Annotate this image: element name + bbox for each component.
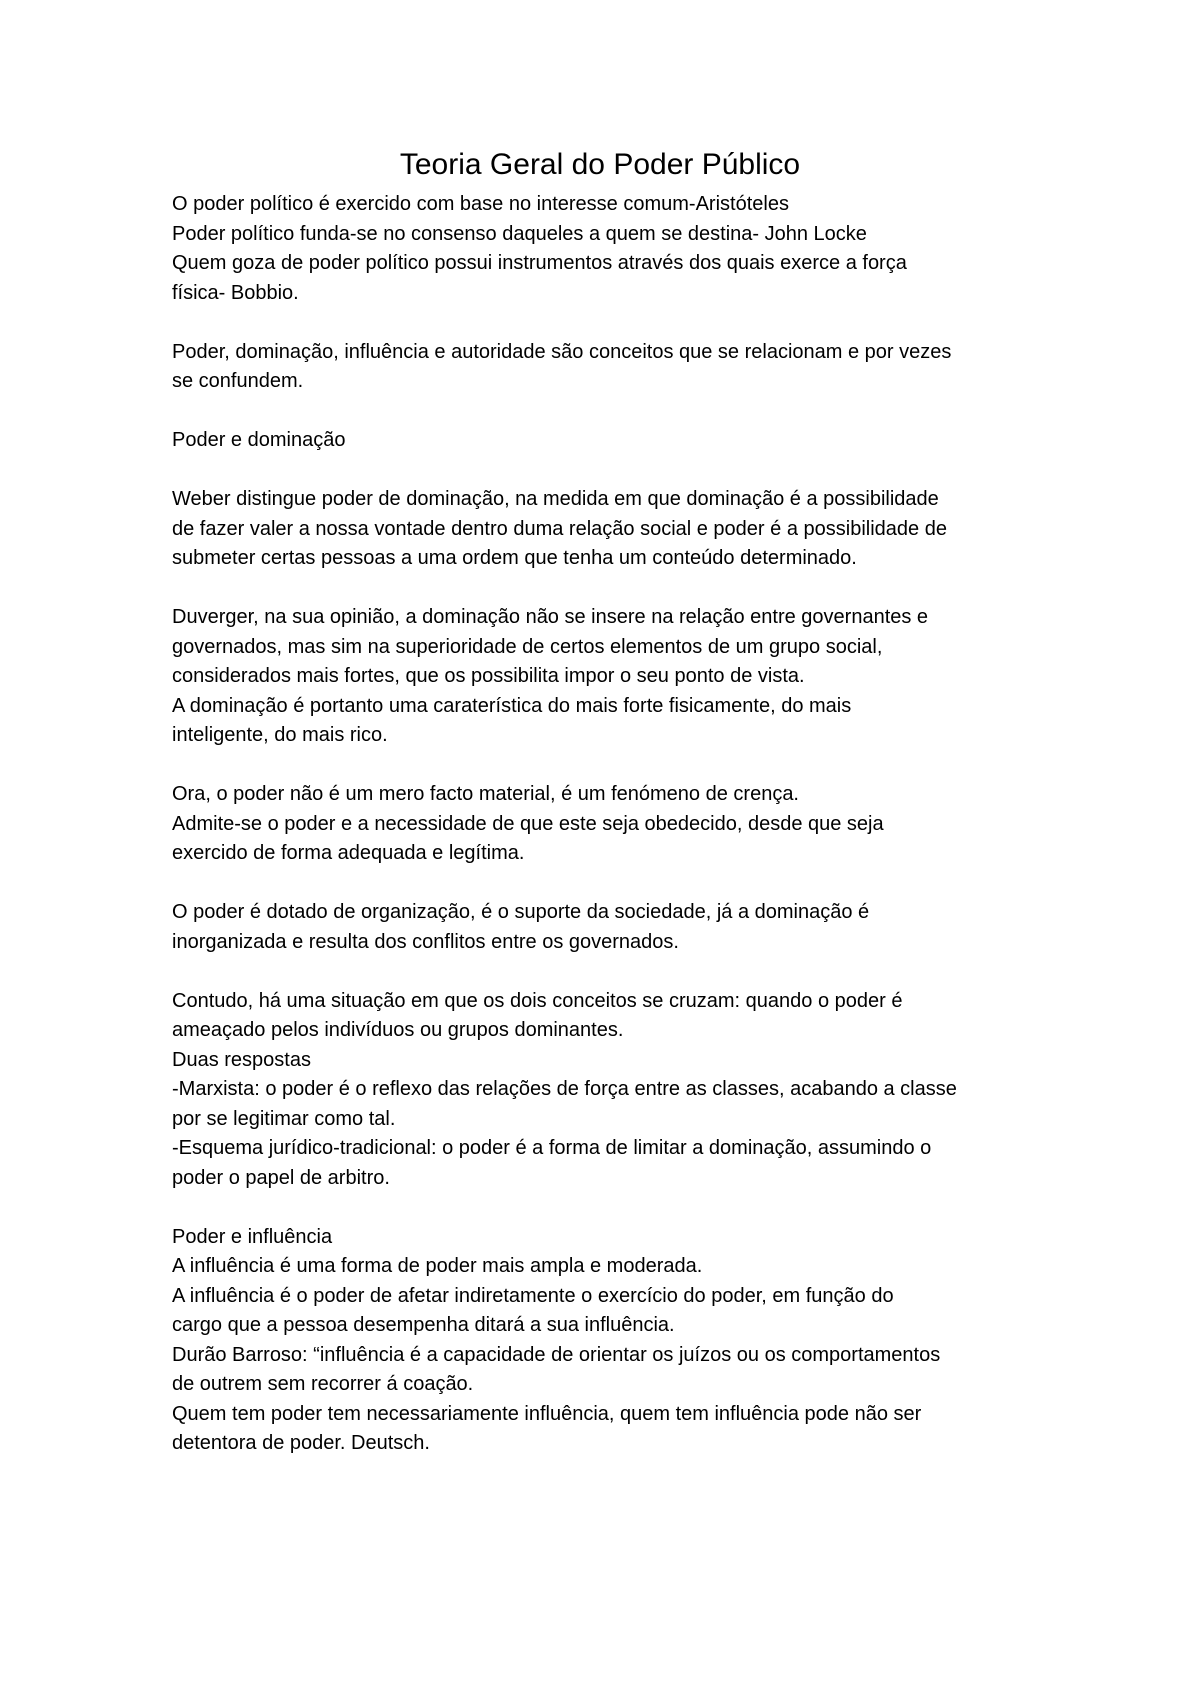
text-line: -Marxista: o poder é o reflexo das relações de força entre as classes, acabando a classe xyxy=(172,1078,957,1100)
text-line: Weber distingue poder de dominação, na medida em que dominação é a possibilidade xyxy=(172,488,939,510)
text-line: considerados mais fortes, que os possibilita impor o seu ponto de vista. xyxy=(172,665,805,687)
blank-line xyxy=(172,574,1072,604)
text-line: de fazer valer a nossa vontade dentro duma relação social e poder é a possibilidade de xyxy=(172,517,947,540)
blank-line xyxy=(172,751,1072,781)
text-line: exercido de forma adequada e legítima. xyxy=(172,842,525,864)
blank-line xyxy=(172,869,1072,899)
text-line: O poder é dotado de organização, é o suporte da sociedade, já a dominação é xyxy=(172,901,870,923)
text-line: física- Bobbio. xyxy=(172,281,299,304)
text-line: A influência é o poder de afetar indiretamente o exercício do poder, em função do xyxy=(172,1284,894,1307)
text-line: -Esquema jurídico-tradicional: o poder é a forma de limitar a dominação, assumindo o xyxy=(172,1137,932,1159)
blank-line xyxy=(172,1193,1072,1223)
blank-line xyxy=(172,957,1072,987)
text-line: A dominação é portanto uma caraterística do mais forte fisicamente, do mais xyxy=(172,694,852,717)
text-line: inteligente, do mais rico. xyxy=(172,724,388,746)
text-line: submeter certas pessoas a uma ordem que tenha um conteúdo determinado. xyxy=(172,547,857,569)
text-line: Ora, o poder não é um mero facto material, é um fenómeno de crença. xyxy=(172,783,799,805)
text-line: Duverger, na sua opinião, a dominação não se insere na relação entre governantes e xyxy=(172,606,929,628)
text-line: A influência é uma forma de poder mais ampla e moderada. xyxy=(172,1255,703,1277)
text-line: Poder e dominação xyxy=(172,429,346,451)
text-line: poder o papel de arbitro. xyxy=(172,1166,390,1189)
text-line: Poder político funda-se no consenso daqueles a quem se destina- John Locke xyxy=(172,222,867,245)
text-line: O poder político é exercido com base no interesse comum-Aristóteles xyxy=(172,193,789,215)
document-title: Teoria Geral do Poder Público xyxy=(399,148,801,181)
text-line: inorganizada e resulta dos conflitos entre os governados. xyxy=(172,930,679,953)
text-line: por se legitimar como tal. xyxy=(172,1107,396,1130)
document-body xyxy=(172,190,1072,1459)
text-line: Admite-se o poder e a necessidade de que este seja obedecido, desde que seja xyxy=(172,812,884,835)
text-line: de outrem sem recorrer á coação. xyxy=(172,1373,474,1395)
text-line: Quem goza de poder político possui instrumentos através dos quais exerce a força xyxy=(172,252,907,274)
text-line: Poder, dominação, influência e autoridade são conceitos que se relacionam e por vezes xyxy=(172,340,952,363)
text-line: Quem tem poder tem necessariamente influência, quem tem influência pode não ser xyxy=(172,1402,922,1425)
text-line: ameaçado pelos indivíduos ou grupos dominantes. xyxy=(172,1019,624,1041)
text-line: detentora de poder. Deutsch. xyxy=(172,1432,430,1454)
text-line: Durão Barroso: “influência é a capacidade de orientar os juízos ou os comportamentos xyxy=(172,1343,941,1366)
blank-line xyxy=(172,308,1072,338)
text-line: cargo que a pessoa desempenha ditará a sua influência. xyxy=(172,1314,675,1336)
text-line: Poder e influência xyxy=(172,1225,333,1248)
text-line: governados, mas sim na superioridade de certos elementos de um grupo social, xyxy=(172,635,883,658)
blank-line xyxy=(172,397,1072,427)
blank-line xyxy=(172,456,1072,486)
text-line: se confundem. xyxy=(172,370,304,392)
text-line: Contudo, há uma situação em que os dois conceitos se cruzam: quando o poder é xyxy=(172,989,903,1012)
text-line: Duas respostas xyxy=(172,1048,311,1071)
